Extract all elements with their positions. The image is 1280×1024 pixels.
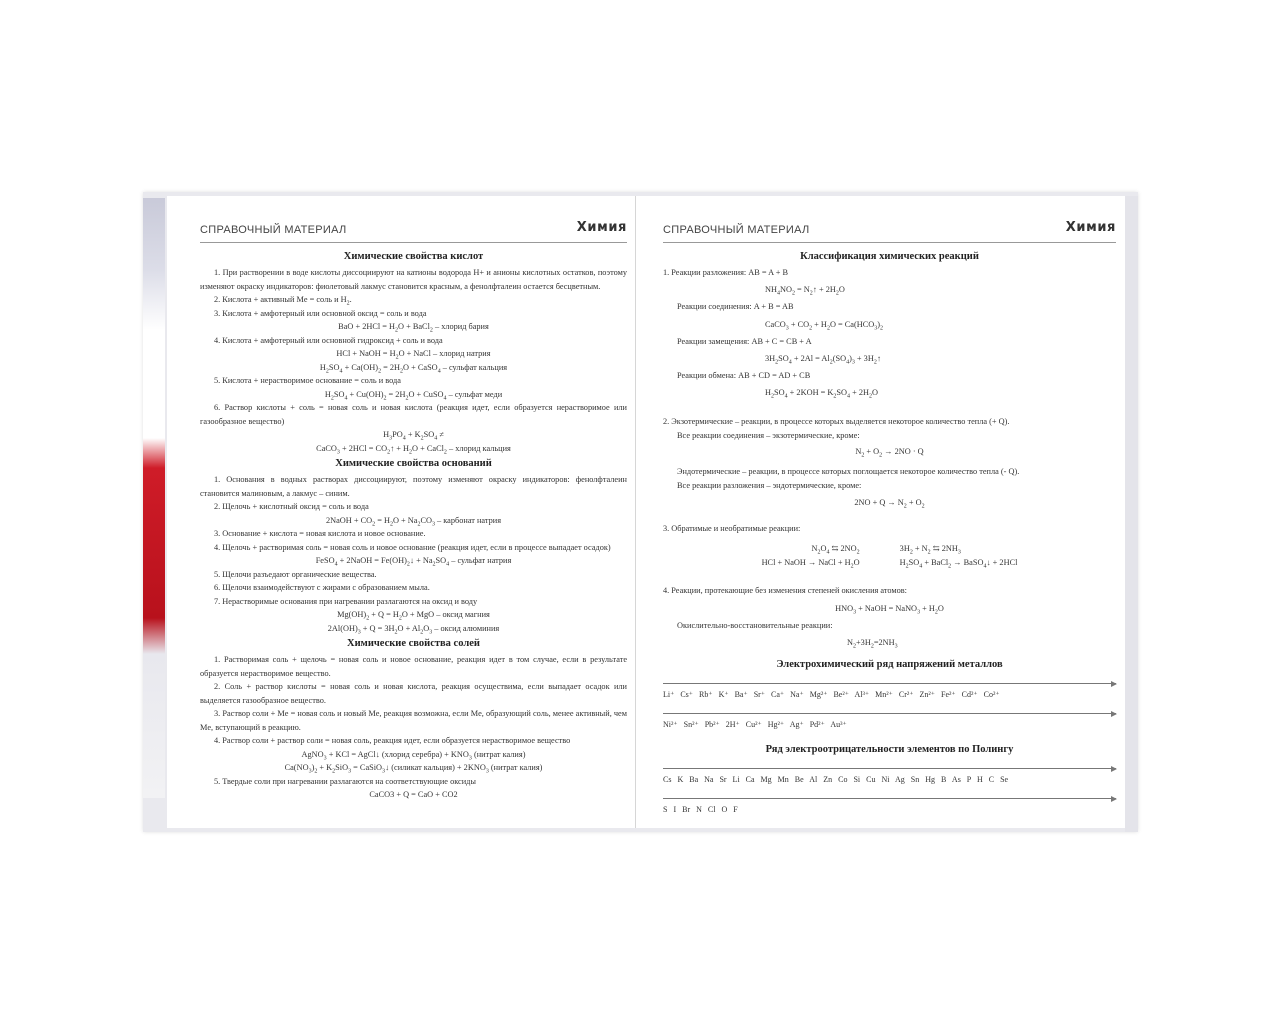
paragraph: 2. Щелочь + кислотный оксид = соль и вода xyxy=(214,502,369,511)
section-title: Электрохимический ряд напряжений металлов xyxy=(776,659,1003,671)
ion: Co²⁺ xyxy=(983,690,1000,700)
page-header xyxy=(663,220,1116,243)
left-page xyxy=(167,196,636,828)
paragraph: 7. Нерастворимые основания при нагревании разлагаются на оксид и воду xyxy=(214,596,478,606)
subject-title: Химия xyxy=(1065,220,1116,235)
paragraph: 6. Щелочи взаимодействуют с жирами с образованием мыла. xyxy=(214,583,430,592)
direction-arrow xyxy=(663,675,1116,684)
book-cover-edge xyxy=(143,198,165,798)
ion: Al³⁺ xyxy=(854,690,876,700)
ion: Cr²⁺ xyxy=(898,690,920,700)
ion: Na⁺ xyxy=(790,690,810,700)
ion: Li⁺ xyxy=(663,690,681,700)
ion: K⁺ xyxy=(718,690,735,700)
equation: HCl + NaOH = $H_2O$ + NaCl – хлорид натрия xyxy=(336,349,491,361)
equation: $H_2SO_4 + Ca(OH)_2 = 2H_2O$ + CaSO$_4$ – сульфат кальция xyxy=(319,362,508,375)
ion: Pb²⁺ xyxy=(704,720,726,730)
reaction-type: 1. Реакции разложения: AB = A + B xyxy=(663,268,789,277)
section-title: Ряд электроотрицательности элементов по Полингу xyxy=(765,743,1014,755)
equation: CaCO3 + Q = CaO + CO2 xyxy=(369,790,458,799)
paragraph: 3. Кислота + амфотерный или основной оксид = соль и вода xyxy=(214,308,427,318)
reaction-type: Реакции замещения: AB + C = CB + A xyxy=(677,336,812,346)
right-page xyxy=(636,196,1125,828)
ion: Hg²⁺ xyxy=(767,720,790,730)
paragraph: 5. Щелочи разъедают органические вещества. xyxy=(214,569,377,579)
equation: $Mg(OH)_2 + Q = H_2O$ + MgO – оксид магния xyxy=(337,610,490,622)
equation: $H_2SO_4 + Cu(OH)_2 = 2H_2O$ + CuSO$_4$ – сульфат меди xyxy=(324,389,503,402)
equation: $3H_2SO_4 + 2Al = Al_2(SO_4)_3$ + $3H_2↑$ xyxy=(765,354,881,366)
paragraph: Все реакции соединения – экзотермические, кроме: xyxy=(677,430,860,440)
direction-arrow xyxy=(663,790,1116,799)
paragraph: 5. Кислота + нерастворимое основание = соль и вода xyxy=(214,376,401,385)
ion: Cu²⁺ xyxy=(745,720,768,730)
reaction-type: Реакции обмена: AB + CD = AD + CB xyxy=(677,371,811,381)
paragraph: 5. Твердые соли при нагревании разлагаются на соответствующие оксиды xyxy=(214,776,476,786)
ion: Mg²⁺ xyxy=(809,690,834,700)
equation: $N_2 + O_2 \to 2NO \cdot Q$ xyxy=(855,447,924,459)
direction-arrow xyxy=(663,760,1116,769)
paragraph: 4. Раствор соли + раствор соли = новая соль, реакция идет, если образуется нерастворимое вещество xyxy=(214,736,571,745)
element-series-row: Cs K Ba Na Sr Li Ca Mg Mn Be Al Zn Co Si Cu Ni Ag Sn Hg B As P H C Se xyxy=(663,774,1009,784)
ion: Cs⁺ xyxy=(680,690,700,700)
ion: Ba⁺ xyxy=(734,690,754,700)
book-cover-edge-right xyxy=(1125,196,1138,832)
equation: $3H_2 + N_2$ ⇆ $2NH_3$ xyxy=(899,544,961,556)
section-title: Классификация химических реакций xyxy=(800,251,979,262)
paragraph: 1. Основания в водных растворах диссоциируют, поэтому изменяют окраску индикаторов: фенолфталеин становится малиновым, а лакмус – синим. xyxy=(200,475,627,498)
equation: $HNO_3$ + NaOH = NaNO$_3$ + $H_2O$ xyxy=(835,603,944,616)
paragraph: 1. Растворимая соль + щелочь = новая соль и новое основание, реакция идет в том случае, если в результате образуется нерастворимое вещество. xyxy=(200,655,627,678)
ion: Zn²⁺ xyxy=(919,690,942,700)
ion-series-row xyxy=(663,688,1116,702)
paragraph: 2. Кислота + активный Me = соль и $H_2$. xyxy=(214,295,352,307)
equation: $2NO + Q \to N_2 + O_2$ xyxy=(854,497,925,510)
right-content xyxy=(663,248,1116,817)
element-series-row: S I Br N Cl O F xyxy=(663,804,738,814)
header-label: СПРАВОЧНЫЙ МАТЕРИАЛ xyxy=(663,224,810,236)
paragraph: 4. Щелочь + растворимая соль = новая соль и новое основание (реакция идет, если в процессе выпадает осадок) xyxy=(214,542,611,552)
ion: 2H⁺ xyxy=(725,720,746,730)
paragraph: 2. Соль + раствор кислоты = новая соль и новая кислота, реакция осуществима, если выпадает осадок или выделяется газообразное вещество. xyxy=(200,682,627,705)
equation-grid xyxy=(663,542,1116,570)
ion: Sr⁺ xyxy=(753,690,772,700)
equation: CaCO$_3$ + $2HCl = CO_2↑ + H_2O$ + CaCl$_2$ – хлорид кальция xyxy=(316,443,511,456)
equation: $H_2SO_4 + 2KOH = K_2SO_4 + 2H_2O$ xyxy=(765,388,878,401)
paragraph: Эндотермические – реакции, в процессе которых поглощается некоторое количество тепла (- Q). xyxy=(677,467,1020,477)
equation: AgNO$_3$ + KCl = AgCl↓ (хлорид серебра) + $KNO_3$ (нитрат калия) xyxy=(301,749,526,762)
equation: $H_2SO_4$ + BaCl$_2$ → BaSO$_4$↓ + 2HCl xyxy=(899,558,1018,570)
paragraph: Окислительно-восстановительные реакции: xyxy=(677,620,833,630)
section-title: Химические свойства кислот xyxy=(343,251,484,262)
equation: $Ca(NO_3)_2 + K_2SiO_3$ = CaSiO$_3$↓ (силикат кальция) + $2KNO_3$ (нитрат калия) xyxy=(284,763,543,775)
equation: $NH_4NO_2$ = $N_2↑ + 2H_2O$ xyxy=(765,285,845,297)
reaction-type: Реакции соединения: A + B = AB xyxy=(677,302,794,312)
ion: Cd²⁺ xyxy=(961,690,984,700)
ion: Rb⁺ xyxy=(699,690,719,700)
left-content xyxy=(200,248,627,802)
paragraph: 3. Раствор соли + Me = новая соль и новый Me, реакция возможна, если Me, образующий соль, менее активный, чем Me, вступающий в реакцию. xyxy=(200,709,627,732)
equation: CaCO$_3$ + $CO_2 + H_2O = Ca(HCO_3)_2$ xyxy=(765,319,884,332)
paragraph: 4. Кислота + амфотерный или основной гидроксид + соль и вода xyxy=(214,335,443,345)
ion: Be²⁺ xyxy=(833,690,855,700)
subject-title: Химия xyxy=(576,220,627,235)
ion: Pd²⁺ xyxy=(809,720,831,730)
paragraph: 6. Раствор кислоты + соль = новая соль и новая кислота (реакция идет, если образуется нерастворимое или газообразное вещество) xyxy=(200,403,627,426)
direction-arrow xyxy=(663,705,1116,714)
paragraph: Все реакции разложения – эндотермические, кроме: xyxy=(677,481,862,491)
ion: Ni²⁺ xyxy=(663,720,684,730)
page-header xyxy=(200,220,627,243)
paragraph: 1. При растворении в воде кислоты диссоциируют на катионы водорода H+ и анионы кислотных остатков, поэтому изменяют окраску индикаторов: фиолетовый лакмус становится красным, а фенолфталеин остается бесцветным. xyxy=(200,268,627,291)
equation: $N_2O_4$ ⇆ $2NO_2$ xyxy=(811,544,860,556)
equation: FeSO$_4$ + 2NaOH = $Fe(OH)_2↓ + Na_2SO_4$ – сульфат натрия xyxy=(315,556,512,568)
equation: $2Al(OH)_3 + Q = 3H_2O + Al_2O_3$ – оксид алюминия xyxy=(327,623,500,636)
ion: Mn²⁺ xyxy=(875,690,899,700)
ion: Fe²⁺ xyxy=(941,690,962,700)
ion: Ca⁺ xyxy=(771,690,791,700)
ion: Sn²⁺ xyxy=(683,720,705,730)
section-title: Химические свойства солей xyxy=(347,638,480,649)
equation: BaO + $2HCl = H_2O$ + BaCl$_2$ – хлорид бария xyxy=(338,322,489,334)
equation: 2NaOH + $CO_2 = H_2O + Na_2CO_3$ – карбонат натрия xyxy=(325,515,502,528)
equation: $H_3PO_4 + K_2SO_4$ ≠ xyxy=(383,430,444,442)
paragraph: 4. Реакции, протекающие без изменения степеней окисления атомов: xyxy=(663,586,907,596)
section-title: Химические свойства оснований xyxy=(335,458,492,469)
paragraph: 3. Основание + кислота = новая кислота и новое основание. xyxy=(214,529,426,538)
equation: HCl + NaOH → NaCl + $H_2O$ xyxy=(761,558,860,570)
paragraph: 2. Экзотермические – реакции, в процессе которых выделяется некоторое количество тепла (+ Q). xyxy=(663,416,1010,426)
ion-series-row xyxy=(663,718,1116,732)
paragraph: 3. Обратимые и необратимые реакции: xyxy=(663,523,801,533)
equation: $N_2+3H_2=2NH_3$ xyxy=(847,638,898,650)
ion: Ag⁺ xyxy=(789,720,810,730)
ion: Au³⁺ xyxy=(830,720,847,730)
header-label: СПРАВОЧНЫЙ МАТЕРИАЛ xyxy=(200,224,347,236)
